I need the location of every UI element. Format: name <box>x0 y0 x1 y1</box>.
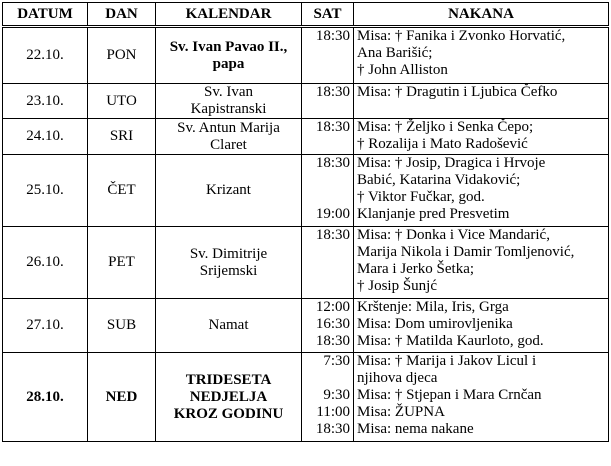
intention-cell <box>354 155 609 227</box>
intention-line: Misa: † Željko i Senka Čepo; <box>357 119 534 135</box>
day-cell: SRI <box>88 119 156 155</box>
calendar-line: TRIDESETA <box>185 371 272 388</box>
calendar-line: Sv. Antun Marija <box>177 119 280 136</box>
schedule-row <box>3 119 609 155</box>
day-cell: SUB <box>88 299 156 353</box>
time-cell <box>302 84 354 119</box>
intention-line: njihova djeca <box>357 370 438 386</box>
intention-cell <box>354 227 609 299</box>
calendar-line: KROZ GODINU <box>173 405 284 422</box>
day-cell: NED <box>88 353 156 442</box>
time-value: 18:30 <box>315 28 350 44</box>
calendar-line: Sv. Ivan Pavao II., <box>169 38 288 55</box>
intention-cell <box>354 353 609 442</box>
intention-line: Misa: Dom umirovljenika <box>357 316 513 332</box>
header-time: SAT <box>302 3 354 27</box>
date-cell: 26.10. <box>3 227 88 299</box>
calendar-line: NEDJELJA <box>189 388 268 405</box>
time-value: 16:30 <box>315 316 350 332</box>
intention-line: † Josip Šunjć <box>357 278 438 294</box>
day-cell: PET <box>88 227 156 299</box>
calendar-line: Sv. Ivan <box>203 84 254 100</box>
intention-line: Mara i Jerko Šetka; <box>357 261 475 277</box>
time-value: 12:00 <box>315 299 350 315</box>
header-day: DAN <box>88 3 156 27</box>
calendar-line: Kapistranski <box>190 101 267 117</box>
calendar-line: Krizant <box>206 182 251 198</box>
schedule-row <box>3 353 609 442</box>
time-cell <box>302 119 354 155</box>
time-cell <box>302 155 354 227</box>
calendar-line: papa <box>212 55 245 72</box>
time-value: 11:00 <box>316 404 350 420</box>
intention-cell <box>354 27 609 84</box>
calendar-line: Claret <box>210 136 247 153</box>
time-value: 18:30 <box>315 333 350 349</box>
intention-line: Misa: ŽUPNA <box>357 404 445 420</box>
time-value: 18:30 <box>315 155 350 171</box>
header-row <box>3 3 609 27</box>
calendar-cell <box>156 353 302 442</box>
schedule-row <box>3 155 609 227</box>
calendar-cell <box>156 227 302 299</box>
intention-line: Misa: † Marija i Jakov Licul i <box>357 353 537 369</box>
intention-line: Babić, Katarina Vidaković; <box>357 172 521 188</box>
time-cell <box>302 353 354 442</box>
day-cell: UTO <box>88 84 156 119</box>
date-cell: 27.10. <box>3 299 88 353</box>
time-value: 9:30 <box>323 387 350 403</box>
mass-schedule-table <box>2 2 609 442</box>
time-spacer <box>302 172 350 189</box>
intention-cell <box>354 119 609 155</box>
time-value: 18:30 <box>315 119 350 135</box>
header-calendar: KALENDAR <box>156 3 302 27</box>
time-cell <box>302 227 354 299</box>
day-cell: ČET <box>88 155 156 227</box>
intention-line: Misa: † Fanika i Zvonko Horvatić, <box>357 28 566 44</box>
calendar-cell <box>156 27 302 84</box>
schedule-row <box>3 299 609 353</box>
intention-line: Ana Barišić; <box>357 45 433 61</box>
date-cell: 24.10. <box>3 119 88 155</box>
intention-line: Misa: † Dragutin i Ljubica Čefko <box>357 84 558 100</box>
time-value: 7:30 <box>323 353 350 369</box>
date-cell: 23.10. <box>3 84 88 119</box>
date-cell: 28.10. <box>3 353 88 442</box>
calendar-cell <box>156 299 302 353</box>
calendar-cell <box>156 119 302 155</box>
intention-line: Misa: † Stjepan i Mara Crnčan <box>357 387 542 403</box>
schedule-row <box>3 227 609 299</box>
intention-line: Misa: † Donka i Vice Mandarić, <box>357 227 550 243</box>
time-spacer <box>302 370 350 387</box>
intention-line: Marija Nikola i Damir Tomljenović, <box>357 244 575 260</box>
time-cell <box>302 27 354 84</box>
calendar-cell <box>156 84 302 119</box>
intention-line: † John Alliston <box>357 62 448 78</box>
time-value: 19:00 <box>315 206 350 222</box>
intention-line: Klanjanje pred Presvetim <box>357 206 510 222</box>
intention-cell <box>354 299 609 353</box>
time-cell <box>302 299 354 353</box>
header-date: DATUM <box>3 3 88 27</box>
calendar-cell <box>156 155 302 227</box>
intention-line: Misa: † Matilda Kaurloto, god. <box>357 333 544 349</box>
intention-line: Krštenje: Mila, Iris, Grga <box>357 299 509 315</box>
schedule-row <box>3 27 609 84</box>
date-cell: 22.10. <box>3 27 88 84</box>
intention-line: Misa: nema nakane <box>357 421 474 437</box>
time-value: 18:30 <box>315 84 350 100</box>
date-cell: 25.10. <box>3 155 88 227</box>
intention-line: † Viktor Fučkar, god. <box>357 189 485 205</box>
calendar-line: Namat <box>208 317 249 333</box>
intention-line: † Rozalija i Mato Radošević <box>357 136 528 152</box>
intention-line: Misa: † Josip, Dragica i Hrvoje <box>357 155 546 171</box>
time-value: 18:30 <box>315 421 350 437</box>
time-value: 18:30 <box>315 227 350 243</box>
day-cell: PON <box>88 27 156 84</box>
calendar-line: Srijemski <box>199 262 258 279</box>
header-intention: NAKANA <box>354 3 609 27</box>
intention-cell <box>354 84 609 119</box>
time-spacer <box>302 189 350 206</box>
calendar-line: Sv. Dimitrije <box>189 245 268 262</box>
schedule-row <box>3 84 609 119</box>
